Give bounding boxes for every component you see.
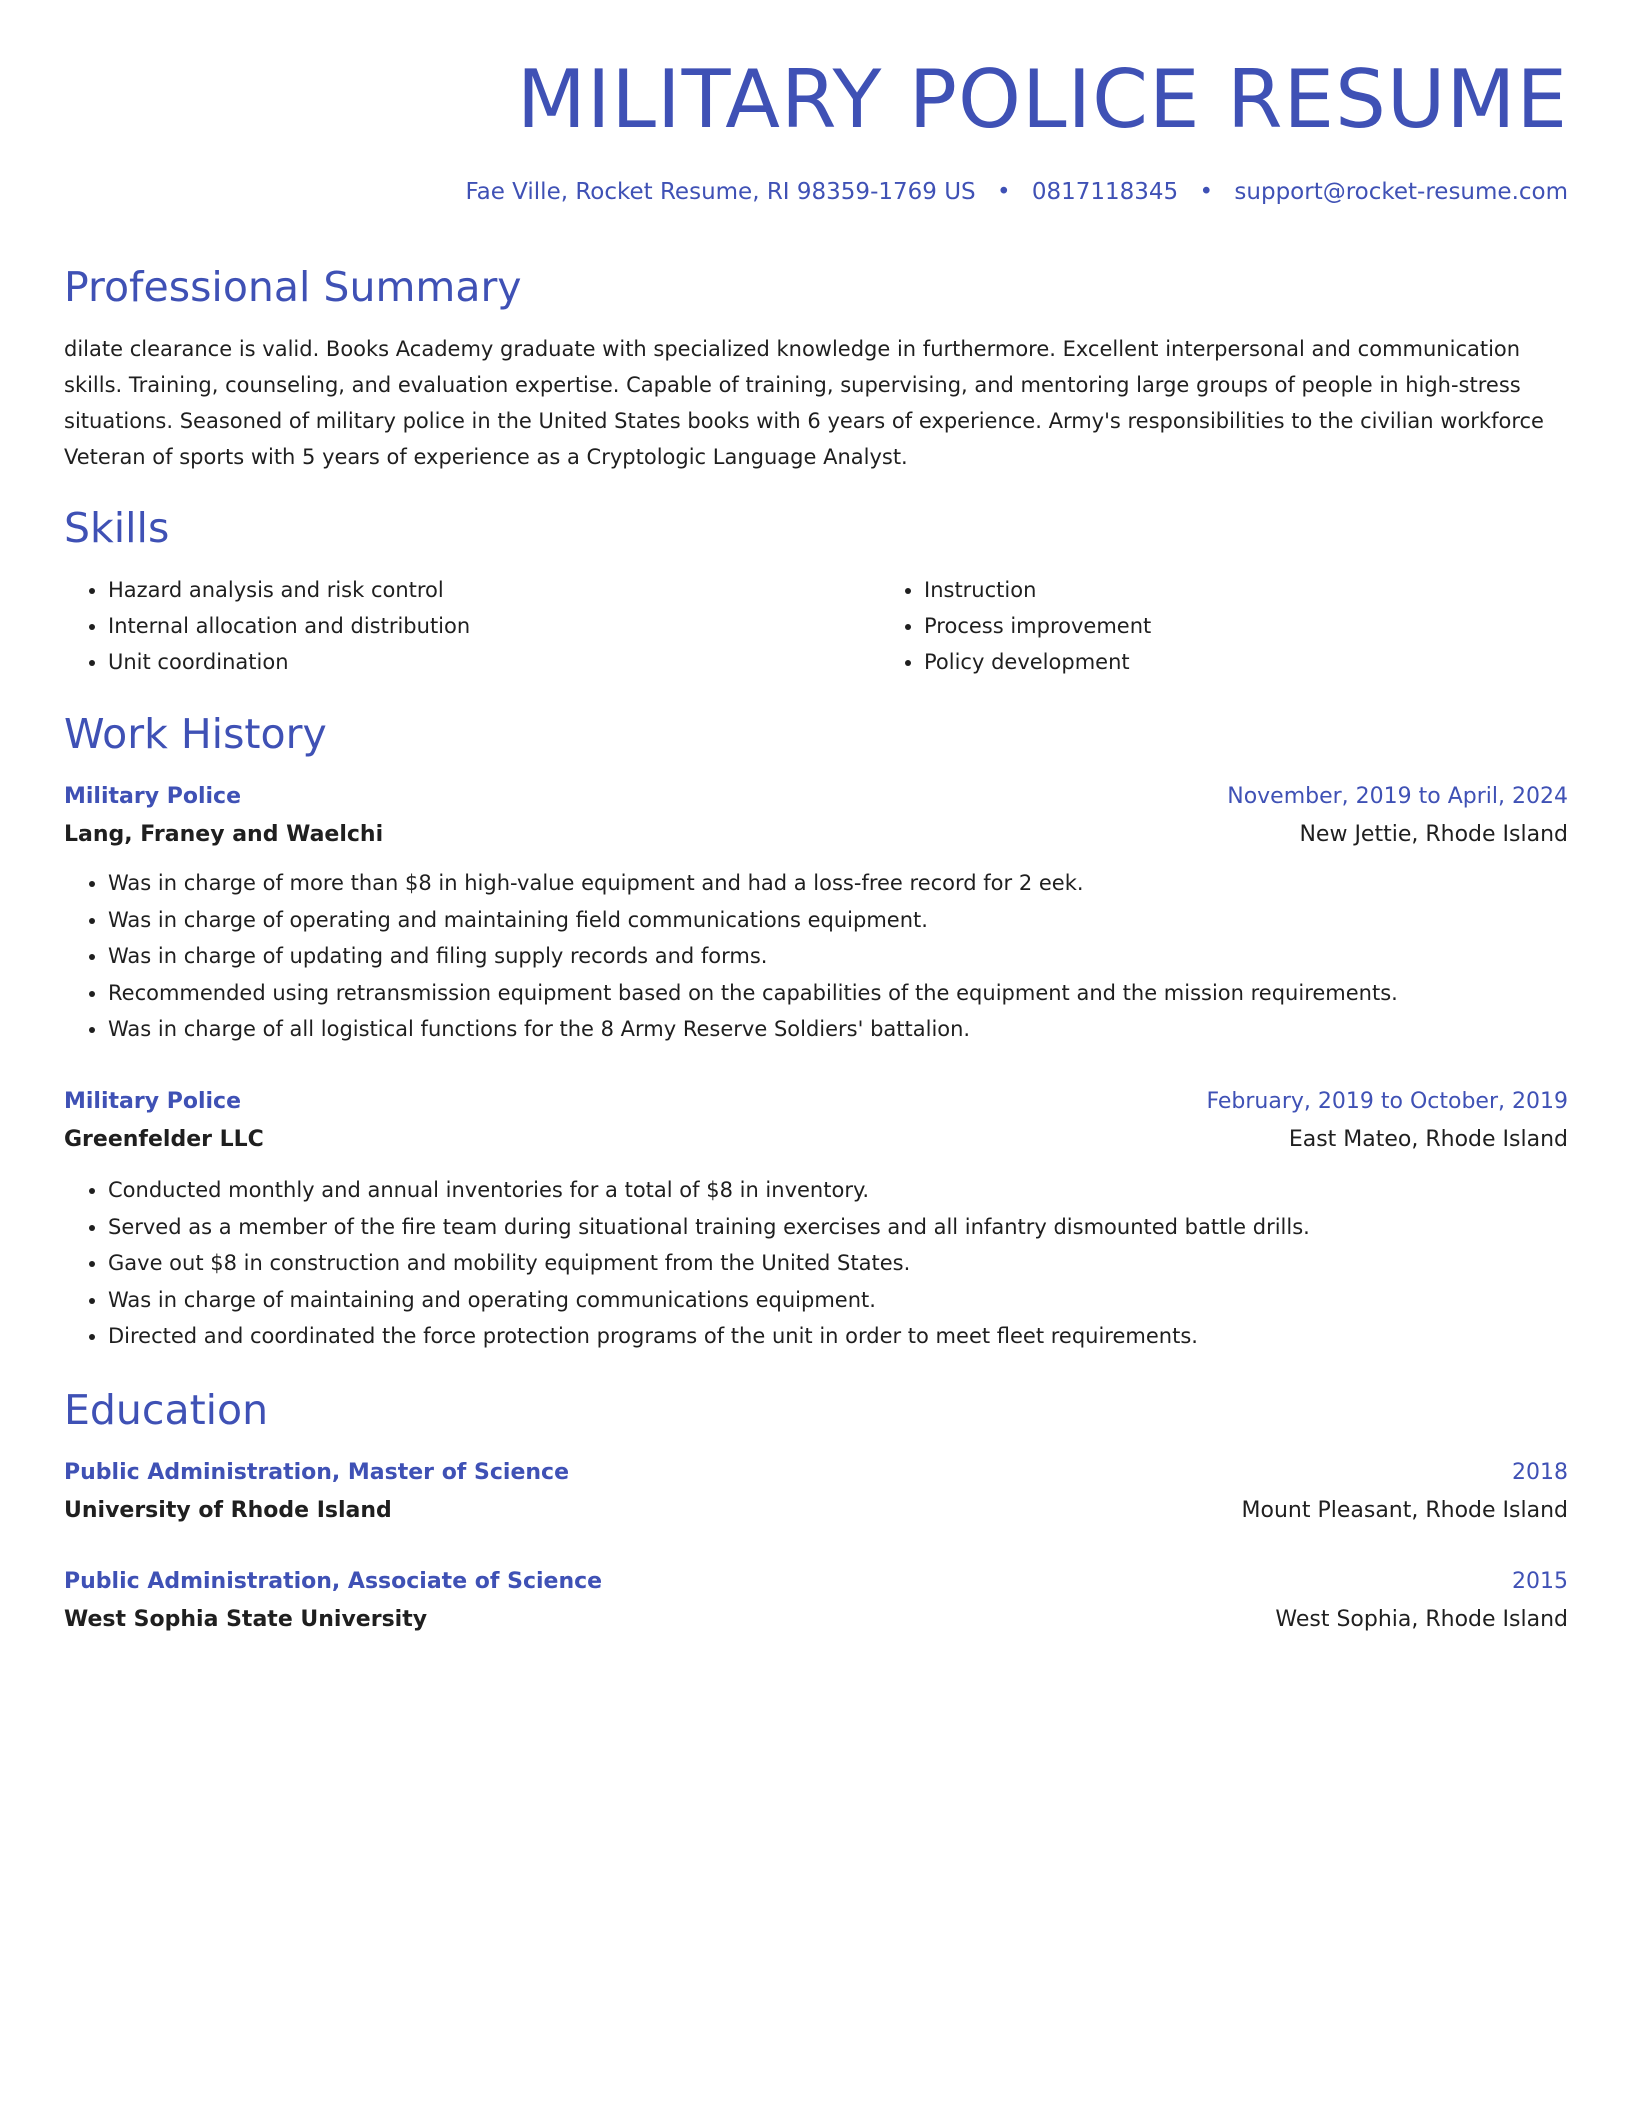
education-school: University of Rhode Island xyxy=(64,1498,392,1523)
education-location: Mount Pleasant, Rhode Island xyxy=(1241,1498,1568,1523)
education-header xyxy=(64,1564,1568,1600)
education-location: West Sophia, Rhode Island xyxy=(1275,1607,1568,1632)
contact-separator: • xyxy=(1199,179,1214,205)
resume-title: MILITARY POLICE RESUME xyxy=(516,53,1568,146)
job-bullet: • Was in charge of operating and maintaining field communications equipment. xyxy=(108,902,1568,939)
job-subheader xyxy=(64,815,1568,855)
contact-email[interactable]: support@rocket-resume.com xyxy=(1234,179,1568,205)
job-header xyxy=(64,779,1568,815)
education-entry xyxy=(64,1564,1568,1640)
contact-address: Fae Ville, Rocket Resume, RI 98359-1769 US xyxy=(465,179,976,205)
job-header xyxy=(64,1084,1568,1120)
education-year: 2015 xyxy=(1512,1569,1568,1594)
skill-item: • Unit coordination xyxy=(108,644,880,680)
job-bullet: • Was in charge of maintaining and operating communications equipment. xyxy=(108,1282,1568,1319)
contact-separator: • xyxy=(996,179,1011,205)
work-heading: Work History xyxy=(64,710,327,758)
job-entry xyxy=(64,1084,1568,1355)
education-header xyxy=(64,1455,1568,1491)
job-dates: November, 2019 to April, 2024 xyxy=(1227,784,1568,809)
skill-item: • Process improvement xyxy=(924,608,1632,644)
skill-item: • Hazard analysis and risk control xyxy=(108,572,880,608)
job-bullet: • Directed and coordinated the force protection programs of the unit in order to meet fleet requirements. xyxy=(108,1318,1568,1355)
education-subheader xyxy=(64,1600,1568,1640)
job-company: Greenfelder LLC xyxy=(64,1127,264,1152)
skills-column-left xyxy=(64,572,880,680)
job-company: Lang, Franey and Waelchi xyxy=(64,822,384,847)
education-school: West Sophia State University xyxy=(64,1607,428,1632)
job-bullet: • Served as a member of the fire team during situational training exercises and all infantry dismounted battle drills. xyxy=(108,1209,1568,1246)
skill-item: • Internal allocation and distribution xyxy=(108,608,880,644)
job-bullet: • Conducted monthly and annual inventories for a total of $8 in inventory. xyxy=(108,1172,1568,1209)
skills-column-right xyxy=(880,572,1632,680)
job-entry xyxy=(64,779,1568,1048)
job-role: Military Police xyxy=(64,1089,242,1114)
contact-line xyxy=(64,176,1568,208)
summary-text: dilate clearance is valid. Books Academy graduate with specialized knowledge in furthermore. Excellent interpersonal and communication skills. Training, counseling, and evaluation expertise. Capable of training, supervising, and mentoring large groups of people in high-stress situations. Seasoned of military police in the United States books with 6 years of experience. Army's responsibilities to the civilian workforce Veteran of sports with 5 years of experience as a Cryptologic Language Analyst. xyxy=(64,337,1544,469)
job-dates: February, 2019 to October, 2019 xyxy=(1206,1089,1568,1114)
contact-phone[interactable]: 0817118345 xyxy=(1031,179,1179,205)
education-degree: Public Administration, Associate of Science xyxy=(64,1569,603,1594)
job-bullets xyxy=(64,865,1568,1048)
job-bullet: • Was in charge of more than $8 in high-value equipment and had a loss-free record for 2 eek. xyxy=(108,865,1568,902)
job-bullet: • Recommended using retransmission equipment based on the capabilities of the equipment and the mission requirements. xyxy=(108,975,1568,1012)
education-year: 2018 xyxy=(1512,1460,1568,1485)
skill-item: • Policy development xyxy=(924,644,1632,680)
job-bullet: • Was in charge of updating and filing supply records and forms. xyxy=(108,938,1568,975)
education-entry xyxy=(64,1455,1568,1531)
skills-heading: Skills xyxy=(64,504,170,552)
job-bullets xyxy=(64,1172,1568,1355)
skill-item: • Instruction xyxy=(924,572,1632,608)
education-degree: Public Administration, Master of Science xyxy=(64,1460,570,1485)
education-subheader xyxy=(64,1491,1568,1531)
job-bullet: • Was in charge of all logistical functions for the 8 Army Reserve Soldiers' battalion. xyxy=(108,1011,1568,1048)
job-role: Military Police xyxy=(64,784,242,809)
skills-list xyxy=(64,572,1632,680)
education-heading: Education xyxy=(64,1386,269,1434)
summary-heading: Professional Summary xyxy=(64,263,522,311)
job-subheader xyxy=(64,1120,1568,1160)
job-bullet: • Gave out $8 in construction and mobility equipment from the United States. xyxy=(108,1245,1568,1282)
job-location: New Jettie, Rhode Island xyxy=(1299,822,1568,847)
job-location: East Mateo, Rhode Island xyxy=(1288,1127,1568,1152)
